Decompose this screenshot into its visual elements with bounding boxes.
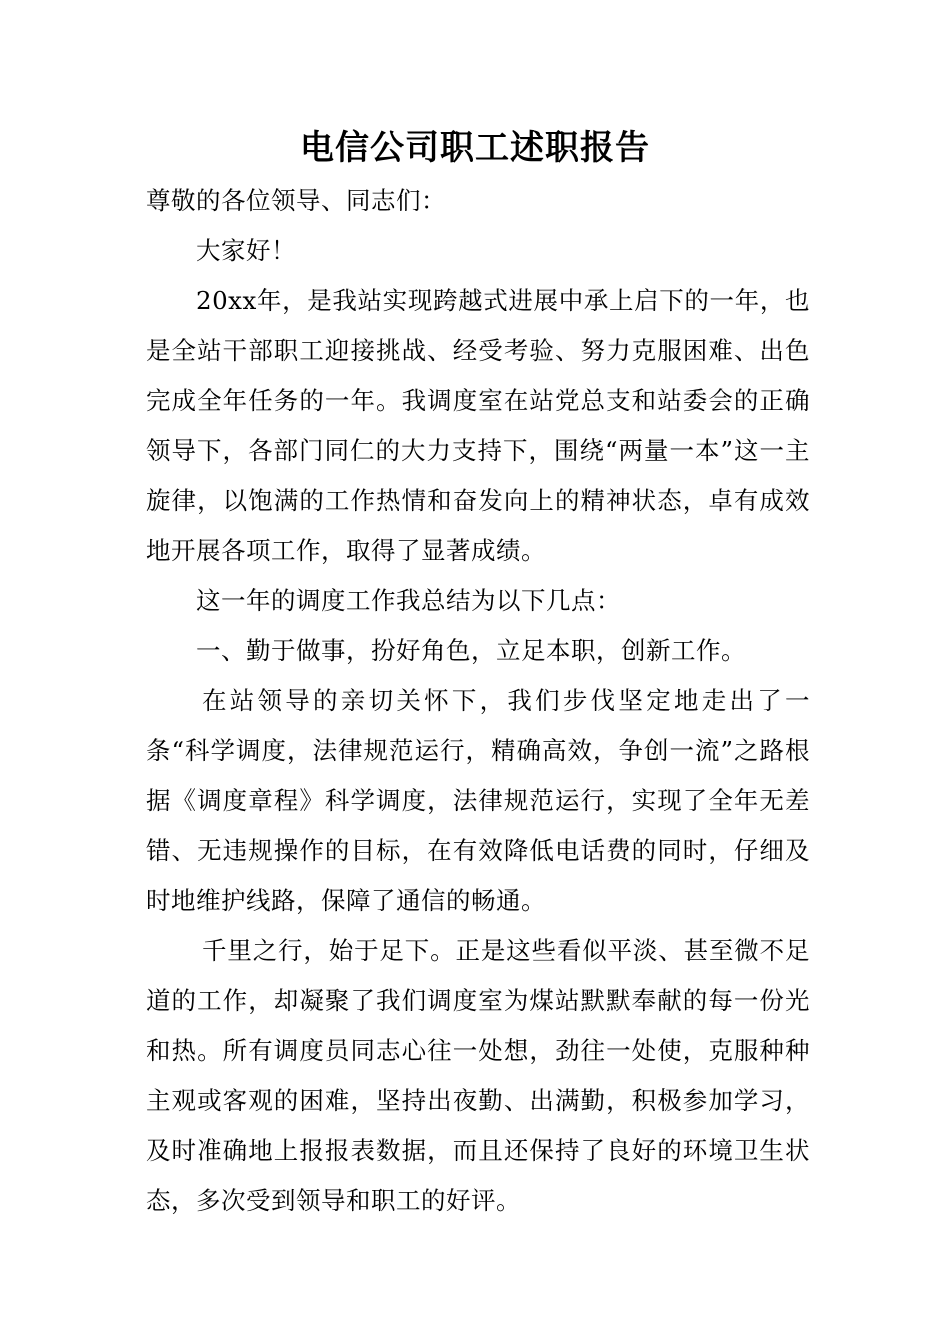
paragraph-summary-intro: 这一年的调度工作我总结为以下几点：	[196, 586, 621, 615]
salutation: 尊敬的各位领导、同志们：	[146, 186, 446, 215]
section-heading-one: 一、勤于做事，扮好角色，立足本职，创新工作。	[196, 636, 746, 665]
paragraph-overview: 20xx年，是我站实现跨越式进展中承上启下的一年，也是全站干部职工迎接挑战、经受考验、努力克服困难、出色完成全年任务的一年。我调度室在站党总支和站委会的正确领导下，各部门同仁的大力支持下，围绕“两量一本”这一主旋律，以饱满的工作热情和奋发向上的精神状态，卓有成效地开展各项工作，取得了显著成绩。	[146, 286, 810, 565]
paragraph-greeting: 大家好！	[196, 236, 296, 265]
paragraph-dedication: 千里之行，始于足下。正是这些看似平淡、甚至微不足道的工作，却凝聚了我们调度室为煤站默默奉献的每一份光和热。所有调度员同志心往一处想，劲往一处使，克服种种主观或客观的困难，坚持出夜勤、出满勤，积极参加学习，及时准确地上报报表数据，而且还保持了良好的环境卫生状态，多次受到领导和职工的好评。	[146, 936, 810, 1215]
paragraph-dispatch-work: 在站领导的亲切关怀下，我们步伐坚定地走出了一条“科学调度，法律规范运行，精确高效，争创一流”之路根据《调度章程》科学调度，法律规范运行，实现了全年无差错、无违规操作的目标，在有效降低电话费的同时，仔细及时地维护线路，保障了通信的畅通。	[146, 686, 810, 915]
document-body	[146, 176, 810, 1226]
page-title: 电信公司职工述职报告	[300, 128, 650, 168]
